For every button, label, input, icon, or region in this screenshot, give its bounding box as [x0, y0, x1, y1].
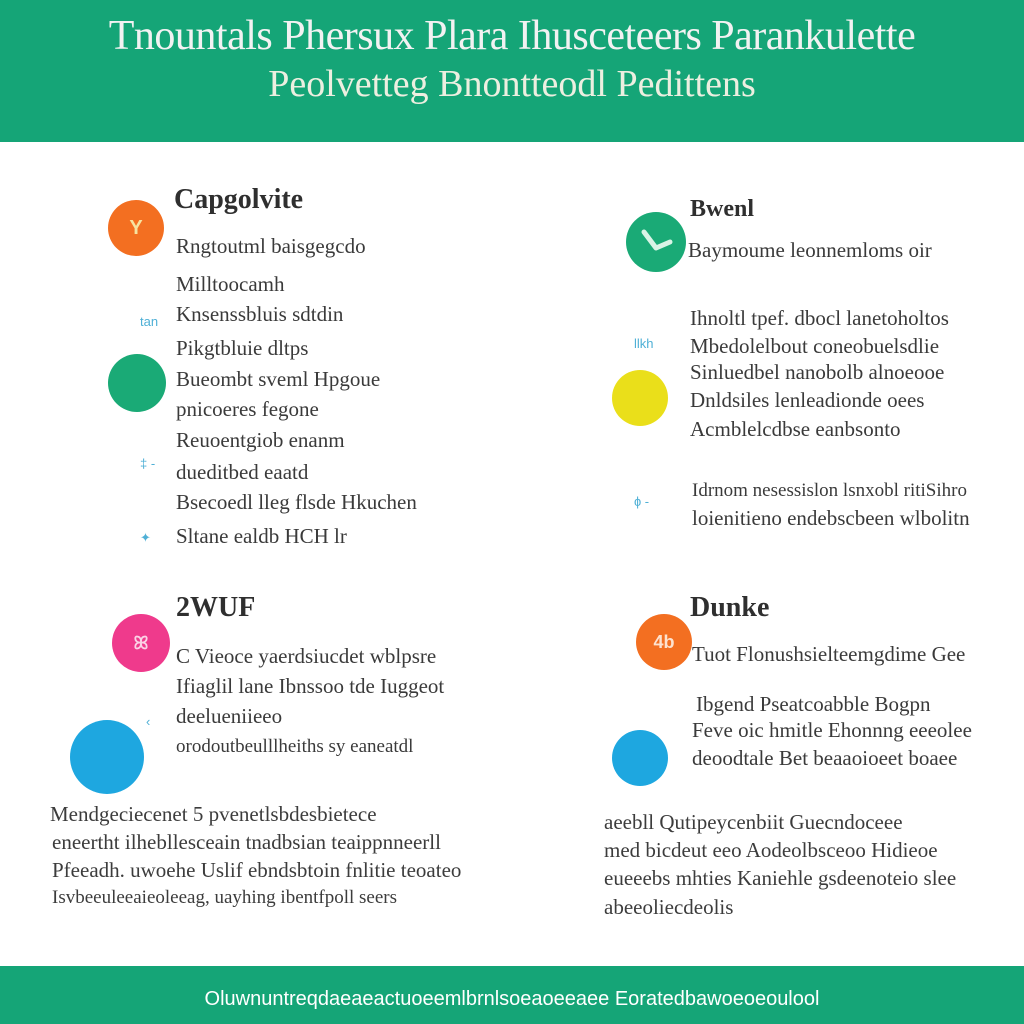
left-paragraph-line-4: Isvbeeuleeaieoleeag, uayhing ibentfpoll seers — [52, 887, 398, 908]
badge-label: Y — [129, 216, 143, 239]
badge-label: 4b — [653, 631, 675, 652]
green-dot-icon — [108, 354, 166, 412]
left-paragraph-line-1: Mendgeciecenet 5 pvenetlsbdesbietece — [50, 802, 377, 826]
capgolvite-line-7: Reuoentgiob enanm — [176, 428, 345, 452]
bwenl-line-1: Baymoume leonnemloms oir — [688, 238, 932, 262]
bullet-marker: ‡ - — [140, 456, 156, 471]
2wuf-line-3: deelueniieeo — [176, 704, 283, 728]
section-heading-2wuf: 2WUF — [176, 592, 256, 623]
bwenl-line-6: Acmblelcdbse eanbsonto — [690, 417, 901, 441]
bwenl-line-4: Sinluedbel nanobolb alnoeooe — [690, 360, 945, 384]
section-heading-capgolvite: Capgolvite — [174, 184, 304, 215]
dunke-line-3: Feve oic hmitle Ehonnng eeeolee — [692, 718, 972, 742]
yellow-dot-icon — [612, 370, 668, 426]
bwenl-line-5: Dnldsiles lenleadionde oees — [690, 388, 925, 412]
footer-text: Oluwnuntreqdaeaeactuoeemlbrnlsoeaoeeaee Eoratedbawoeoeoulool — [204, 988, 820, 1010]
right-paragraph-line-4: abeeoliecdeolis — [604, 895, 734, 919]
orange-badge-icon — [636, 614, 692, 670]
right-paragraph-line-3: eueeebs mhties Kaniehle gsdeenoteio slee — [604, 866, 957, 890]
capgolvite-line-3: Knsenssbluis sdtdin — [176, 302, 344, 326]
left-paragraph-line-2: eneertht ilhebllesceain tnadbsian teaippnneerll — [52, 830, 441, 854]
dunke-line-1: Tuot Flonushsielteemgdime Gee — [692, 642, 966, 666]
bullet-marker: tan — [140, 314, 159, 329]
page-title: Tnountals Phersux Plara Ihusceteers Parankulette — [108, 13, 916, 59]
section-heading-dunke: Dunke — [690, 592, 770, 623]
dunke-line-2: Ibgend Pseatcoabble Bogpn — [696, 692, 931, 716]
blue-dot-icon — [70, 720, 144, 794]
bullet-marker: ✦ — [140, 530, 151, 545]
capgolvite-line-5: Bueombt sveml Hpgoue — [176, 367, 381, 391]
pink-badge-icon — [112, 614, 170, 672]
section-heading-bwenl: Bwenl — [690, 196, 755, 222]
2wuf-line-4: orodoutbeulllheiths sy eaneatdl — [176, 736, 414, 757]
bwenl-line-3: Mbedolelbout coneobuelsdlie — [690, 334, 940, 358]
capgolvite-line-8: dueditbed eaatd — [176, 460, 309, 484]
dunke-line-4: deoodtale Bet beaaoioeet boaee — [692, 746, 958, 770]
2wuf-line-1: C Vieoce yaerdsiucdet wblpsre — [176, 644, 437, 668]
footer-banner — [0, 966, 1024, 1024]
badge-label: ꕤ — [133, 632, 149, 653]
bwenl-line-8: loienitieno endebscbeen wlbolitn — [692, 506, 970, 530]
bullet-marker: ɸ - — [634, 494, 650, 509]
orange-badge-icon — [108, 200, 164, 256]
bwenl-line-7: Idrnom nesessislon lsnxobl ritiSihro — [692, 480, 967, 501]
capgolvite-line-2: Milltoocamh — [176, 272, 285, 296]
bullet-marker: ‹ — [146, 714, 151, 729]
right-paragraph-line-2: med bicdeut eeo Aodeolbsceoo Hidieoe — [604, 838, 938, 862]
blue-dot-icon — [612, 730, 668, 786]
capgolvite-line-6: pnicoeres fegone — [176, 397, 319, 421]
bullet-marker: llkh — [634, 336, 654, 351]
capgolvite-line-10: Sltane ealdb HCH lr — [176, 524, 347, 548]
header-banner — [0, 0, 1024, 142]
capgolvite-line-9: Bsecoedl lleg flsde Hkuchen — [176, 490, 417, 514]
capgolvite-line-1: Rngtoutml baisgegcdo — [176, 234, 366, 258]
page-subtitle: Peolvetteg Bnontteodl Pedittens — [268, 63, 756, 105]
right-paragraph-line-1: aeebll Qutipeycenbiit Guecndoceee — [604, 810, 903, 834]
2wuf-line-2: Ifiaglil lane Ibnssoo tde Iuggeot — [176, 674, 445, 698]
bwenl-line-2: Ihnoltl tpef. dbocl lanetoholtos — [690, 306, 949, 330]
capgolvite-line-4: Pikgtbluie dltps — [176, 336, 309, 360]
leaf-icon — [626, 212, 686, 272]
left-paragraph-line-3: Pfeeadh. uwoehe Uslif ebndsbtoin fnlitie teoateo — [52, 858, 462, 882]
